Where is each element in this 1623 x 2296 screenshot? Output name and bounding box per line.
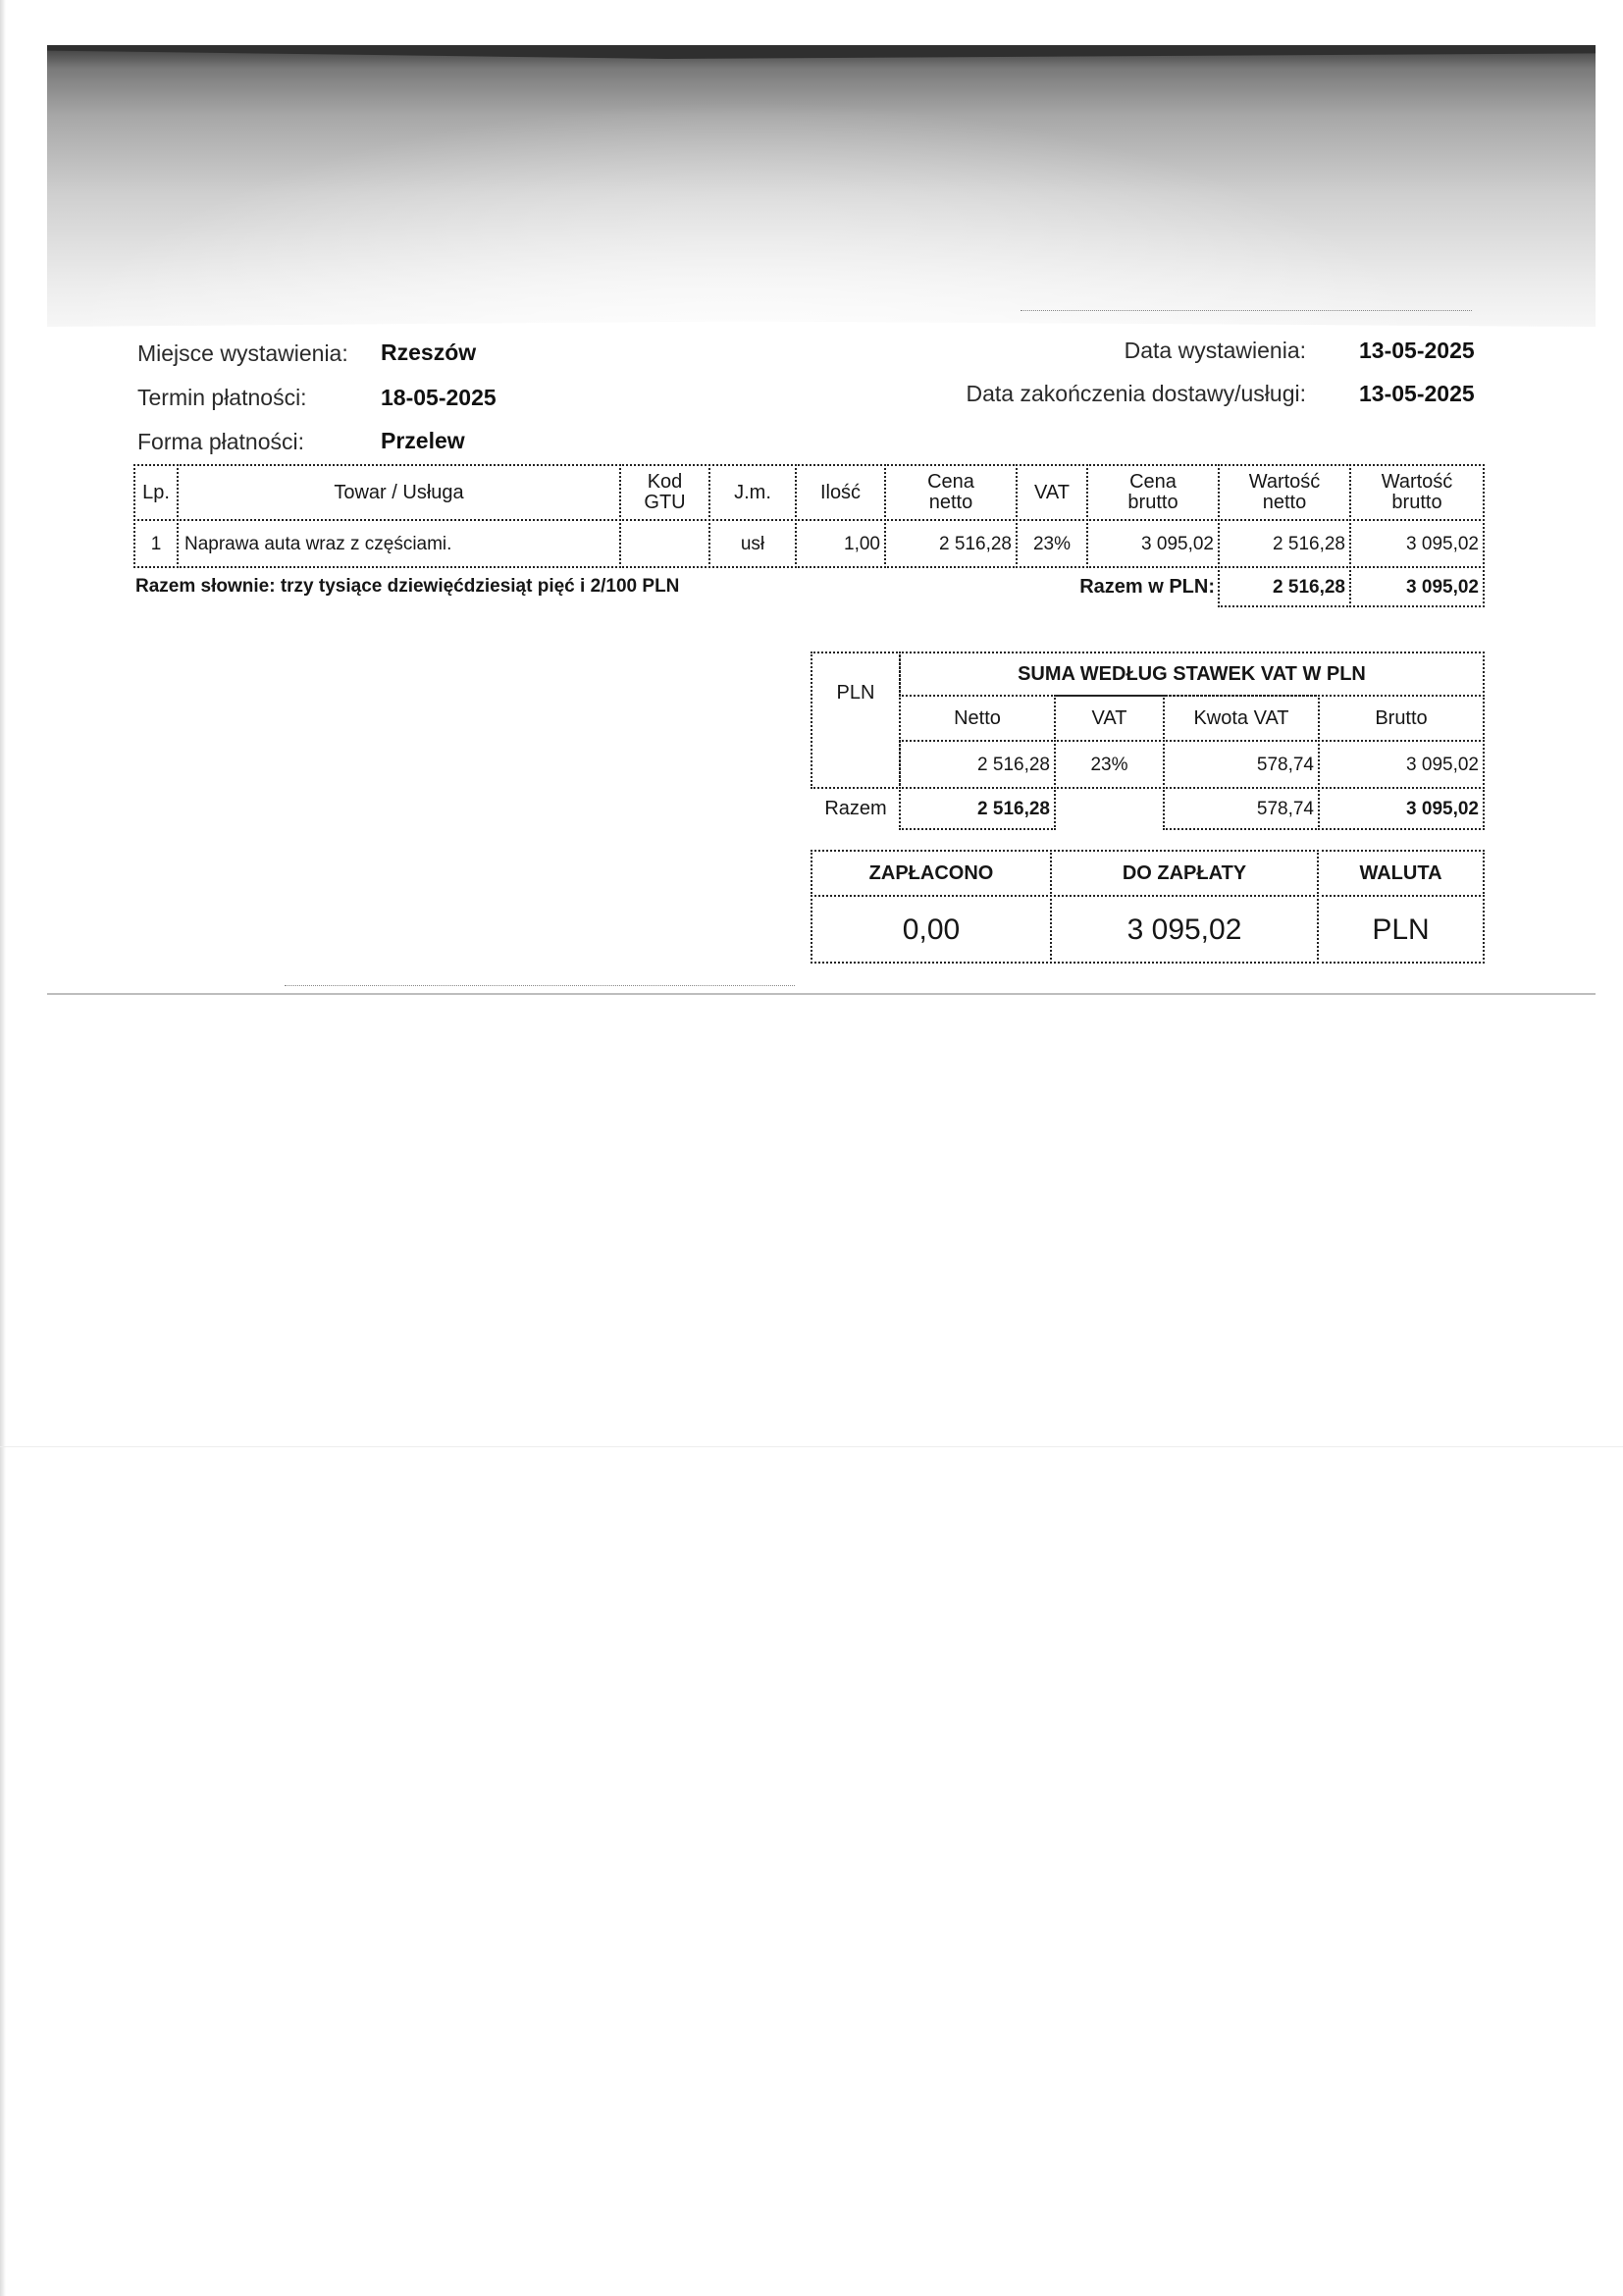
col-kod-line2: GTU bbox=[644, 492, 686, 513]
row-jm: usł bbox=[708, 519, 797, 568]
do-zaplaty-label: DO ZAPŁATY bbox=[1050, 850, 1319, 897]
col-towar bbox=[177, 464, 621, 521]
data-dostawy-label: Data zakończenia dostawy/usługi: bbox=[966, 381, 1306, 406]
col-cena-brutto bbox=[1086, 464, 1220, 521]
vat-razem-vat-empty bbox=[1054, 787, 1165, 830]
razem-w-pln-label: Razem w PLN: bbox=[1079, 575, 1215, 598]
forma-label: Forma płatności: bbox=[137, 429, 305, 454]
waluta-value: PLN bbox=[1317, 895, 1485, 964]
scan-dotted-line-top bbox=[1021, 310, 1472, 311]
vat-summary-currency: PLN bbox=[811, 652, 901, 789]
col-kod-line1: Kod bbox=[647, 471, 683, 493]
forma-value: Przelew bbox=[381, 428, 465, 453]
do-zaplaty-value: 3 095,02 bbox=[1050, 895, 1319, 964]
col-wartosc-brutto-line2: brutto bbox=[1391, 492, 1442, 513]
col-lp bbox=[133, 464, 179, 521]
vat-row-kwota: 578,74 bbox=[1163, 740, 1320, 789]
col-cena-netto-line2: netto bbox=[928, 492, 973, 513]
col-cena-brutto-line2: brutto bbox=[1127, 492, 1178, 513]
col-jm-text: J.m. bbox=[734, 481, 771, 503]
row-vat: 23% bbox=[1016, 519, 1088, 568]
vat-col-brutto: Brutto bbox=[1318, 695, 1485, 742]
col-lp-text: Lp. bbox=[142, 481, 170, 503]
row-ilosc: 1,00 bbox=[795, 519, 886, 568]
razem-slownie: Razem słownie: trzy tysiące dziewięćdziesiąt pięć i 2/100 PLN bbox=[135, 576, 680, 597]
scan-fold-line bbox=[0, 1446, 1623, 1447]
scan-left-edge bbox=[0, 0, 6, 2296]
vat-razem-netto: 2 516,28 bbox=[899, 787, 1056, 830]
miejsce-label: Miejsce wystawienia: bbox=[137, 340, 348, 366]
row-towar: Naprawa auta wraz z częściami. bbox=[177, 519, 621, 568]
vat-razem-brutto: 3 095,02 bbox=[1318, 787, 1485, 830]
waluta-label: WALUTA bbox=[1317, 850, 1485, 897]
scanned-cover-shadow bbox=[47, 47, 1596, 327]
termin-label: Termin płatności: bbox=[137, 385, 307, 410]
vat-razem-label: Razem bbox=[824, 797, 887, 819]
razem-netto: 2 516,28 bbox=[1218, 566, 1351, 607]
data-wystawienia-label: Data wystawienia: bbox=[1124, 338, 1306, 363]
vat-summary-title: SUMA WEDŁUG STAWEK VAT W PLN bbox=[899, 652, 1485, 697]
col-wartosc-netto-line1: Wartość bbox=[1248, 471, 1321, 493]
row-wartosc-brutto: 3 095,02 bbox=[1349, 519, 1485, 568]
vat-col-netto: Netto bbox=[899, 695, 1056, 742]
vat-col-kwota: Kwota VAT bbox=[1163, 695, 1320, 742]
termin-value: 18-05-2025 bbox=[381, 385, 497, 410]
row-lp: 1 bbox=[133, 519, 179, 568]
col-cena-netto-line1: Cena bbox=[927, 471, 974, 493]
col-vat bbox=[1016, 464, 1088, 521]
vat-row-netto: 2 516,28 bbox=[899, 740, 1056, 789]
row-wartosc-netto: 2 516,28 bbox=[1218, 519, 1351, 568]
scan-dotted-line-bottom bbox=[285, 985, 795, 986]
vat-razem-kwota: 578,74 bbox=[1163, 787, 1320, 830]
miejsce-value: Rzeszów bbox=[381, 339, 477, 365]
col-jm bbox=[708, 464, 797, 521]
col-ilosc-text: Ilość bbox=[819, 481, 862, 503]
razem-brutto: 3 095,02 bbox=[1349, 566, 1485, 607]
zaplacono-label: ZAPŁACONO bbox=[811, 850, 1052, 897]
row-kod bbox=[619, 519, 710, 568]
vat-row-vat: 23% bbox=[1054, 740, 1165, 789]
vat-col-vat: VAT bbox=[1054, 695, 1165, 742]
col-towar-text: Towar / Usługa bbox=[334, 481, 464, 503]
scan-page-edge-line bbox=[47, 993, 1596, 995]
col-wartosc-netto-line2: netto bbox=[1262, 492, 1307, 513]
zaplacono-value: 0,00 bbox=[811, 895, 1052, 964]
data-dostawy-value: 13-05-2025 bbox=[1359, 381, 1475, 406]
col-cena-brutto-line1: Cena bbox=[1129, 471, 1177, 493]
col-vat-text: VAT bbox=[1034, 481, 1070, 503]
col-wartosc-netto bbox=[1218, 464, 1351, 521]
vat-row-brutto: 3 095,02 bbox=[1318, 740, 1485, 789]
col-kod bbox=[619, 464, 710, 521]
row-cena-brutto: 3 095,02 bbox=[1086, 519, 1220, 568]
col-ilosc bbox=[795, 464, 886, 521]
data-wystawienia-value: 13-05-2025 bbox=[1359, 338, 1475, 363]
col-wartosc-brutto bbox=[1349, 464, 1485, 521]
col-wartosc-brutto-line1: Wartość bbox=[1381, 471, 1453, 493]
col-cena-netto bbox=[884, 464, 1018, 521]
row-cena-netto: 2 516,28 bbox=[884, 519, 1018, 568]
